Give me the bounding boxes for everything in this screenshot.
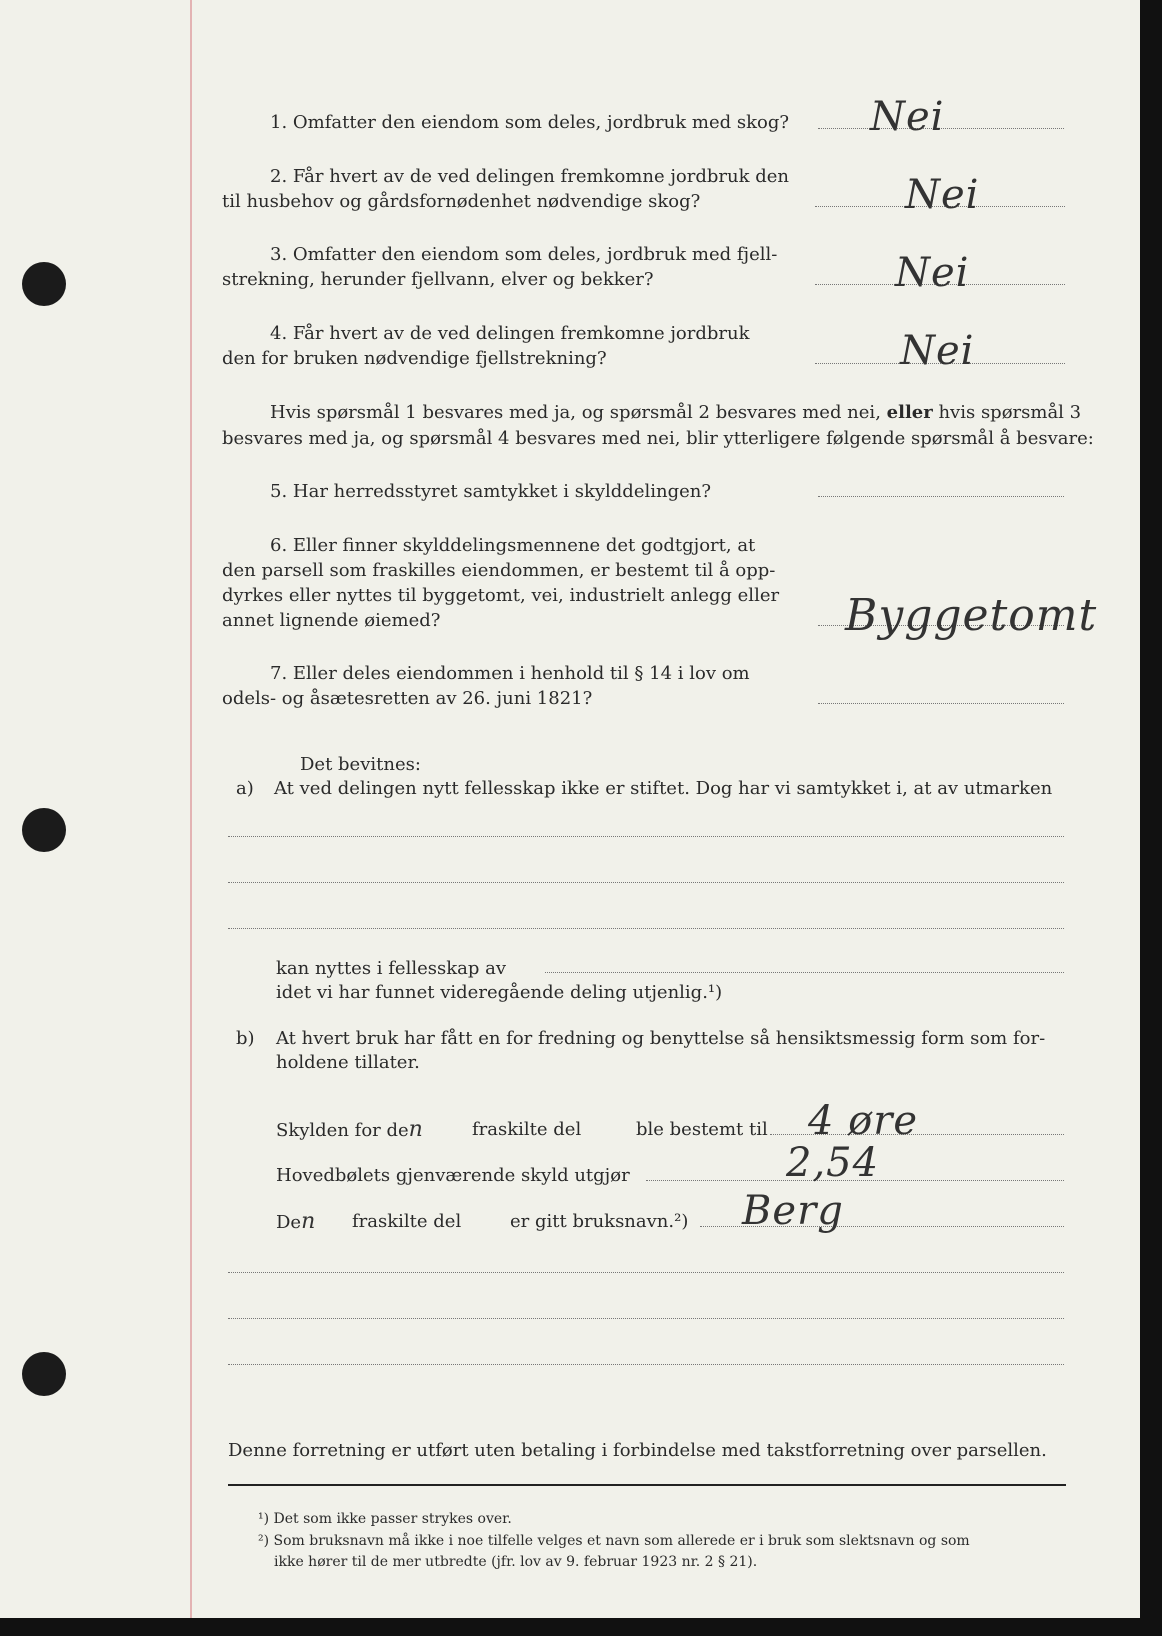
attest-a-text: At ved delingen nytt fellesskap ikke er stiftet. Dog har vi samtykket i, at av utmarken	[274, 778, 1053, 799]
skyld-line1-c: ble bestemt til	[636, 1119, 768, 1140]
footnote-2-line1: ²) Som bruksnavn må ikke i noe tilfelle velges et navn som allerede er i bruk som slektsnavn og som	[258, 1533, 970, 1549]
attest-b-line1: At hvert bruk har fått en for fredning og benyttelse så hensiktsmessig form som for-	[276, 1028, 1046, 1049]
attest-heading: Det bevitnes:	[300, 754, 421, 775]
intro-line2: besvares med ja, og spørsmål 4 besvares med nei, blir ytterligere følgende spørsmål å besvare:	[222, 428, 1094, 449]
question-2-line1: 2. Får hvert av de ved delingen fremkomne jordbruk den	[270, 166, 789, 187]
skyld-line1-b: fraskilte del	[472, 1119, 582, 1140]
question-6-line1: 6. Eller finner skylddelingsmennene det godtgjort, at	[270, 535, 756, 556]
fill-line	[228, 836, 1064, 837]
question-3-line1: 3. Omfatter den eiendom som deles, jordbruk med fjell-	[270, 244, 778, 265]
question-4-line1: 4. Får hvert av de ved delingen fremkomne jordbruk	[270, 323, 750, 344]
fill-line	[228, 928, 1064, 929]
attest-a-label: a)	[236, 778, 254, 799]
answer-2: Nei	[905, 172, 980, 218]
question-7-line1: 7. Eller deles eiendommen i henhold til § 14 i lov om	[270, 663, 750, 684]
attest-b-line2: holdene tillater.	[276, 1052, 420, 1073]
question-6-line3: dyrkes eller nyttes til byggetomt, vei, industrielt anlegg eller	[222, 585, 780, 606]
answer-1: Nei	[870, 94, 945, 140]
margin-line	[190, 0, 192, 1618]
fill-line	[228, 1318, 1064, 1319]
skyld-answer-2: 2,54	[786, 1140, 880, 1186]
answer-4: Nei	[900, 328, 975, 374]
skyld-line3-c: er gitt bruksnavn.²)	[510, 1211, 689, 1232]
skyld-answer-3: Berg	[742, 1188, 844, 1234]
question-4-line2: den for bruken nødvendige fjellstrekning?	[222, 348, 607, 369]
question-6-line2: den parsell som fraskilles eiendommen, er bestemt til å opp-	[222, 560, 776, 581]
fill-line	[228, 882, 1064, 883]
answer-6: Byggetomt	[845, 590, 1098, 641]
intro-line1: Hvis spørsmål 1 besvares med ja, og spørsmål 2 besvares med nei, eller hvis spørsmål 3	[270, 402, 1082, 423]
skyld-line1-a: Skylden for den	[276, 1117, 424, 1142]
question-1: 1. Omfatter den eiendom som deles, jordbruk med skog?	[270, 112, 789, 133]
common-reason: idet vi har funnet videregående deling utjenlig.¹)	[276, 982, 723, 1003]
punch-hole	[22, 808, 66, 852]
fill-line	[228, 1272, 1064, 1273]
skyld-line2: Hovedbølets gjenværende skyld utgjør	[276, 1165, 630, 1186]
skyld-answer-1: 4 øre	[808, 1098, 919, 1144]
question-7-line2: odels- og åsætesretten av 26. juni 1821?	[222, 688, 593, 709]
answer-line	[818, 496, 1064, 497]
punch-hole	[22, 1352, 66, 1396]
footnote-1: ¹) Det som ikke passer strykes over.	[258, 1511, 512, 1527]
footnote-2-line2: ikke hører til de mer utbredte (jfr. lov av 9. februar 1923 nr. 2 § 21).	[274, 1554, 758, 1570]
fill-line	[228, 1364, 1064, 1365]
skyld-line3-a: Den	[276, 1209, 317, 1234]
fill-line	[545, 972, 1064, 973]
question-2-line2: til husbehov og gårdsfornødenhet nødvendige skog?	[222, 191, 701, 212]
question-3-line2: strekning, herunder fjellvann, elver og bekker?	[222, 269, 654, 290]
answer-line	[818, 703, 1064, 704]
attest-b-label: b)	[236, 1028, 255, 1049]
closing-statement: Denne forretning er utført uten betaling i forbindelse med takstforretning over parsellen.	[228, 1440, 1047, 1461]
punch-hole	[22, 262, 66, 306]
question-6-line4: annet lignende øiemed?	[222, 610, 441, 631]
question-5: 5. Har herredsstyret samtykket i skylddelingen?	[270, 481, 711, 502]
answer-3: Nei	[895, 250, 970, 296]
skyld-line3-b: fraskilte del	[352, 1211, 462, 1232]
footnote-rule	[228, 1484, 1066, 1486]
common-use: kan nyttes i fellesskap av	[276, 958, 507, 979]
